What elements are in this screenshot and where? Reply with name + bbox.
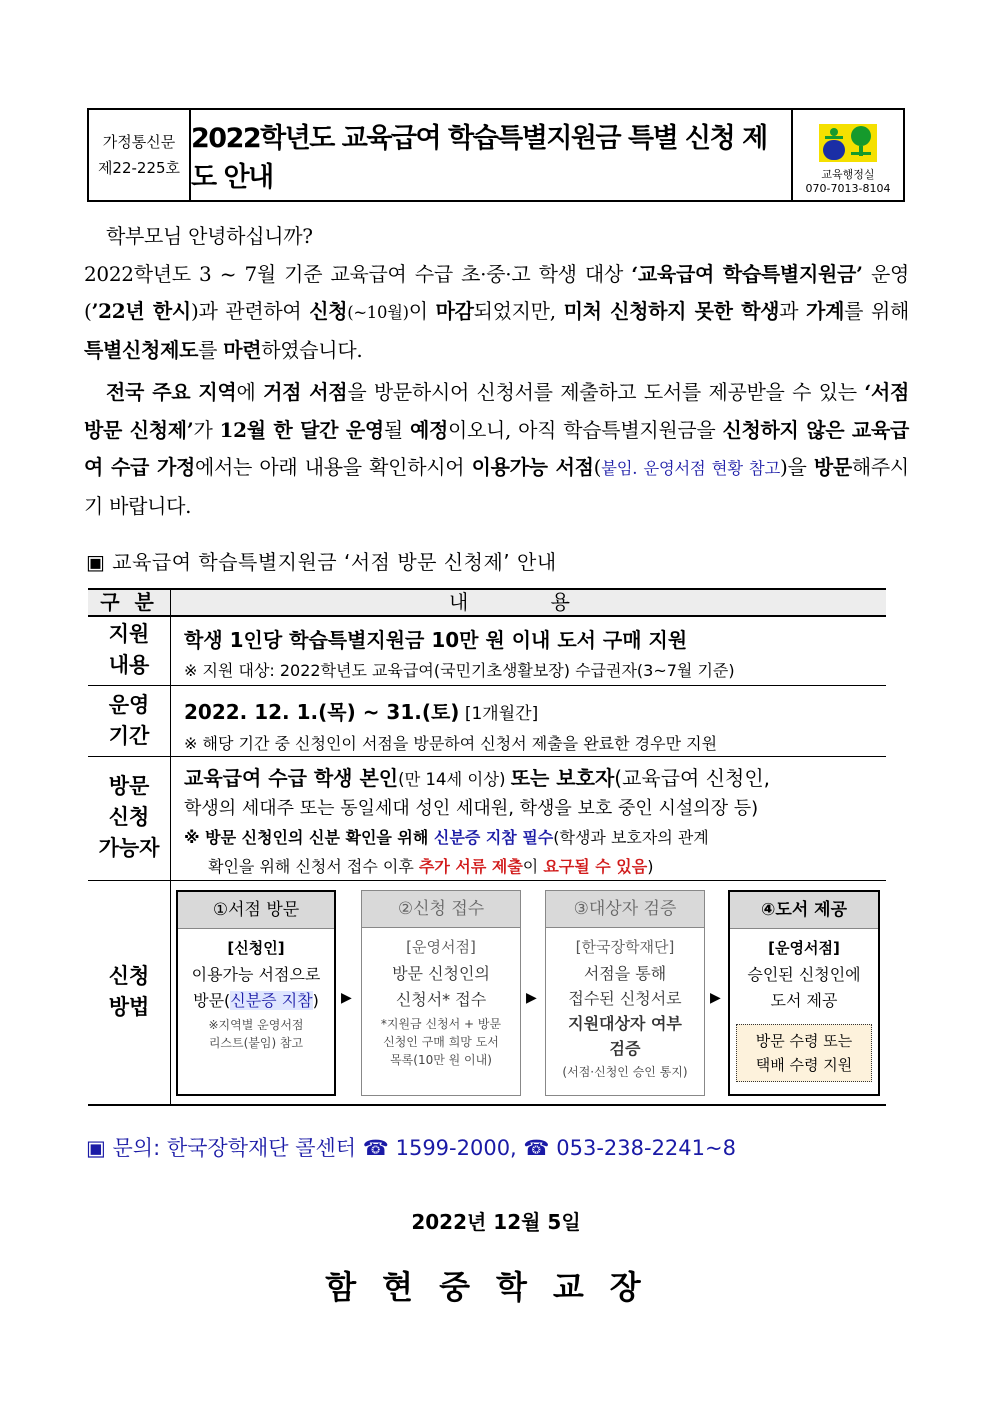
text-segment: 예정 — [409, 417, 448, 442]
text-segment: 이오니, 아직 학습특별지원금을 — [447, 417, 723, 442]
text-segment: )을 — [779, 455, 814, 479]
step-4-text-1: 승인된 신청인에 — [747, 965, 861, 984]
arrow-1: ▶ — [341, 990, 352, 1006]
text-segment: 를 — [198, 337, 224, 362]
delivery-note-box: 방문 수령 또는 택배 수령 지원 — [736, 1024, 872, 1082]
intro-paragraph-1 — [84, 256, 909, 370]
text-segment: 신청하지 않은 교육급여 수급 가정 — [84, 417, 909, 479]
step-3-title: ③대상자 검증 — [546, 891, 704, 928]
text-segment: (만 14세 이상) — [398, 770, 511, 789]
step-4-provide — [728, 890, 880, 1096]
id-card-highlight: 신분증 지참 — [230, 991, 313, 1010]
text-segment: 운영( — [84, 261, 910, 323]
notice-header — [87, 108, 905, 202]
eligible-line-1 — [184, 764, 874, 794]
step-1-text-3: ) — [312, 991, 319, 1010]
issue-date: 2022년 12월 5일 — [411, 1210, 581, 1234]
step-4-actor: [운영서점] — [768, 939, 840, 957]
text-segment: 전국 주요 지역 — [106, 380, 237, 404]
step-4-title: ④도서 제공 — [730, 892, 878, 929]
step-1-actor: [신청인] — [227, 939, 285, 957]
text-segment: 이용가능 서점 — [471, 455, 594, 479]
text-segment: 교육급여 수급 학생 본인 — [184, 766, 399, 790]
step-1-text-1: 이용가능 서점으로 — [191, 965, 321, 984]
step-2-receive — [361, 890, 521, 1096]
notice-number-box — [89, 110, 191, 200]
text-segment: (교육급여 신청인, — [614, 766, 771, 790]
text-segment: 에 — [236, 380, 264, 404]
school-principal: 함현중학교장 — [325, 1268, 667, 1306]
row-period-label: 운영 기간 — [108, 693, 150, 748]
step-3-text-2: 접수된 신청서로 — [568, 989, 682, 1008]
step-3-text-1: 서점을 통해 — [583, 964, 667, 983]
step-2-note: *지원금 신청서 + 방문 신청인 구매 희망 도서 목록(10만 원 이내) — [380, 1017, 502, 1067]
text-segment: 확인을 위해 신청서 접수 이후 — [208, 857, 419, 876]
text-segment: 마감 — [435, 299, 474, 323]
text-segment: ‘교육급여 학습특별지원금’ — [631, 261, 863, 286]
text-segment: (~10월) — [347, 303, 409, 322]
text-segment: 가 — [193, 417, 220, 442]
text-segment: 2022학년도 3 ~ 7월 기준 교육급여 수급 초·중·고 학생 대상 — [84, 261, 632, 286]
notice-label: 가정통신문 — [102, 133, 176, 151]
step-2-text-1: 방문 신청인의 — [392, 964, 490, 983]
row-method-label: 신청 방법 — [108, 964, 150, 1019]
step-1-note: ※지역별 운영서점 리스트(붙임) 참고 — [208, 1018, 304, 1050]
office-phone: 070-7013-8104 — [805, 182, 891, 195]
text-segment: 가계 — [806, 299, 845, 323]
text-segment: 붙임. 운영서점 현황 참고 — [601, 459, 780, 478]
support-target-note: ※ 지원 대상: 2022학년도 교육급여(국민기초생활보장) 수급권자(3~7월 기준) — [184, 661, 735, 680]
greeting: 학부모님 안녕하십니까? — [106, 224, 313, 248]
arrow-2: ▶ — [526, 990, 537, 1006]
text-segment: ‘서점 방문 신청제’ — [84, 380, 909, 442]
step-2-text-2: 신청서* 접수 — [395, 990, 487, 1009]
operation-period: 2022. 12. 1.(목) ~ 31.(토) — [184, 700, 460, 724]
school-logo — [811, 118, 885, 168]
arrow-3: ▶ — [710, 990, 721, 1006]
text-segment: 을 방문하시어 신청서를 제출하고 도서를 제공받을 수 있는 — [347, 380, 865, 404]
text-segment: 방문 — [813, 455, 852, 479]
text-segment: ) — [647, 857, 654, 876]
text-segment: )과 관련하여 — [190, 299, 310, 323]
text-segment: 과 — [779, 299, 807, 323]
intro-paragraph-2 — [84, 374, 909, 525]
office-name: 교육행정실 — [821, 168, 875, 181]
text-segment: 해주시기 바랍니다. — [84, 455, 909, 518]
step-2-title: ②신청 접수 — [362, 891, 520, 928]
text-segment: 하였습니다. — [261, 337, 363, 362]
row-support-content-label: 지원 내용 — [108, 622, 150, 677]
step-3-note: (서점·신청인 승인 통지) — [562, 1065, 688, 1079]
eligible-line-3 — [184, 823, 874, 852]
text-segment: 될 — [383, 417, 410, 442]
notice-number: 제22-225호 — [97, 159, 181, 177]
period-length: [1개월간] — [459, 704, 539, 724]
step-3-actor: [한국장학재단] — [575, 938, 675, 956]
text-segment: 를 위해 — [844, 299, 910, 323]
step-1-visit — [176, 890, 336, 1096]
row-eligible-label: 방문 신청 가능자 — [98, 774, 160, 860]
text-segment: 이 — [408, 299, 436, 323]
page-title: 2022학년도 교육급여 학습특별지원금 특별 신청 제도 안내 — [191, 123, 767, 193]
text-segment: 마련 — [223, 337, 262, 362]
step-3-text-3: 지원대상자 여부 — [568, 1014, 682, 1033]
eligible-line-4 — [184, 852, 874, 881]
text-segment: 에서는 아래 내용을 확인하시어 — [194, 455, 472, 479]
section-title: ▣ 교육급여 학습특별지원금 ‘서점 방문 신청제’ 안내 — [86, 550, 557, 574]
text-segment: 특별신청제도 — [84, 337, 199, 362]
text-segment: ( — [593, 455, 602, 479]
table-header-category: 구 분 — [100, 590, 158, 614]
text-segment: 미처 신청하지 못한 학생 — [563, 299, 780, 323]
text-segment: 또는 보호자 — [510, 766, 615, 790]
intro-text — [84, 218, 909, 525]
text-segment: 이 — [522, 857, 544, 876]
text-segment: 신청 — [309, 299, 348, 323]
period-note: ※ 해당 기간 중 신청인이 서점을 방문하여 신청서 제출을 완료한 경우만 지원 — [184, 734, 718, 753]
contact-info: ▣ 문의: 한국장학재단 콜센터 ☎ 1599-2000, ☎ 053-238-2241~8 — [86, 1136, 736, 1160]
step-2-actor: [운영서점] — [406, 938, 476, 956]
support-amount: 학생 1인당 학습특별지원금 10만 원 이내 도서 구매 지원 — [184, 628, 688, 652]
step-4-text-2: 도서 제공 — [770, 991, 838, 1010]
text-segment: ※ 방문 신청인의 신분 확인을 위해 — [184, 828, 434, 847]
text-segment: 12월 한 달간 운영 — [219, 417, 384, 442]
text-segment: (학생과 보호자의 관계 — [553, 828, 709, 847]
text-segment: 거점 서점 — [263, 380, 348, 404]
office-box — [791, 110, 903, 200]
text-segment: 추가 서류 제출 — [418, 857, 523, 876]
step-1-title: ①서점 방문 — [178, 892, 334, 929]
text-segment: 되었지만, — [473, 299, 564, 323]
table-header-content: 내 용 — [449, 590, 608, 614]
eligible-line-2: 학생의 세대주 또는 동일세대 성인 세대원, 학생을 보호 중인 시설의장 등) — [184, 798, 759, 819]
step-1-text-2: 방문( — [193, 991, 231, 1010]
text-segment: 신분증 지참 필수 — [433, 828, 554, 847]
text-segment: ’22년 한시 — [91, 299, 191, 323]
text-segment: 요구될 수 있음 — [543, 857, 648, 876]
step-3-verify — [545, 890, 705, 1096]
step-3-text-4: 검증 — [609, 1039, 641, 1058]
